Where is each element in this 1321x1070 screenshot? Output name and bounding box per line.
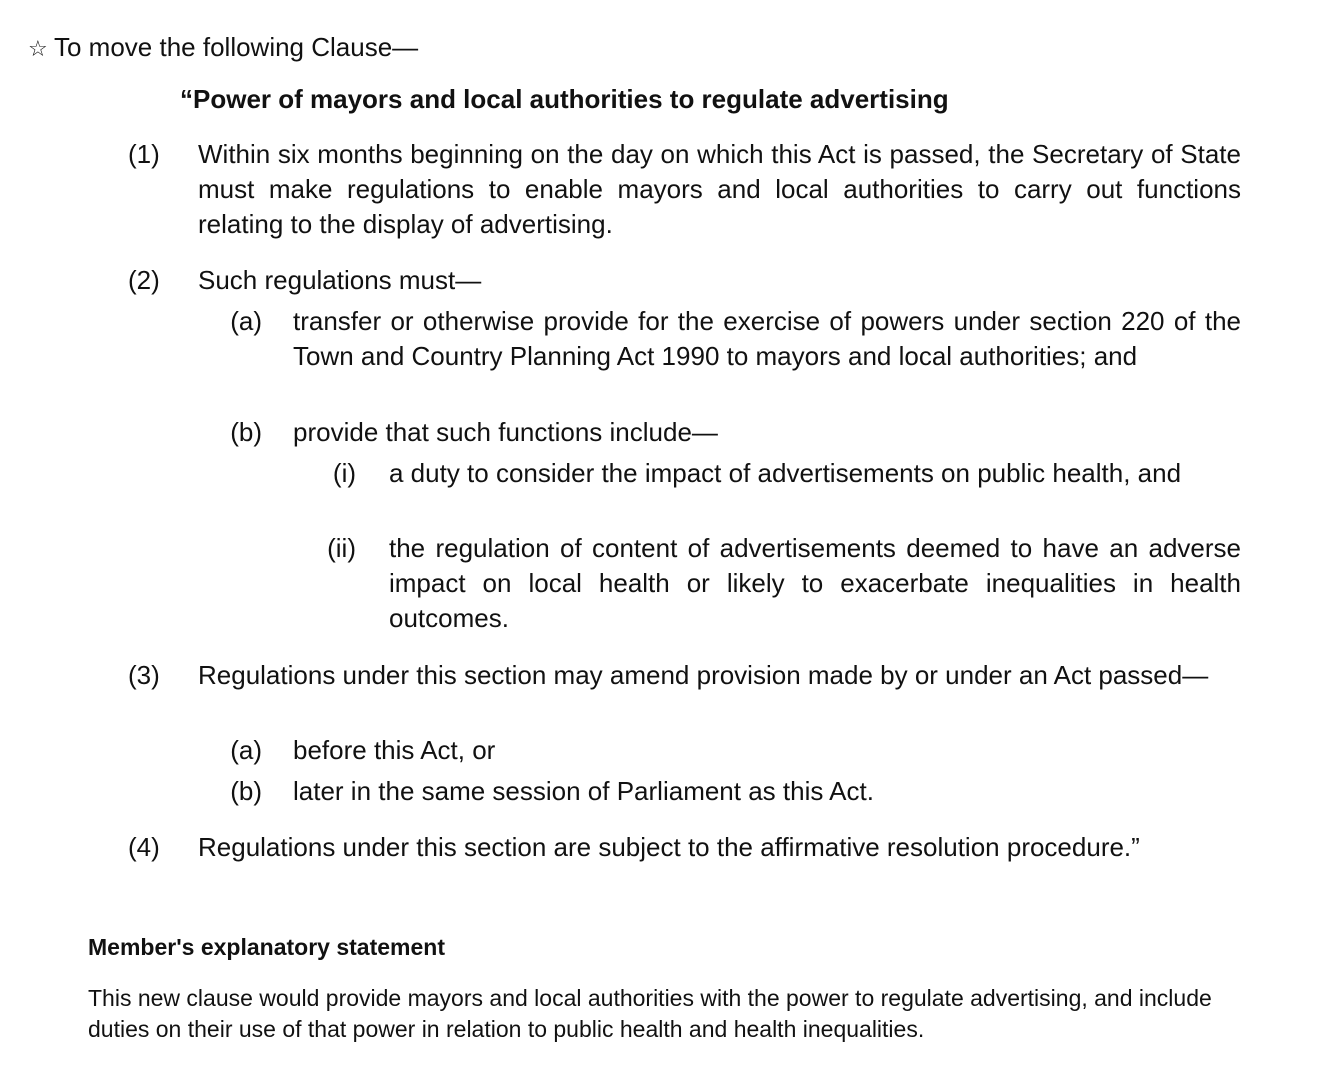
subparagraph-2b-ii	[300, 531, 1241, 636]
subsection-4	[128, 830, 1241, 865]
explanatory-statement-text: This new clause would provide mayors and local authorities with the power to regulate advertising, and include duties on their use of that power in relation to public health and health inequalities.	[88, 985, 1212, 1042]
intro-text: To move the following Clause—	[54, 32, 419, 62]
paragraph-label: (a)	[230, 306, 262, 336]
subparagraph-label: (ii)	[327, 533, 356, 563]
paragraph-3b	[222, 774, 1241, 809]
paragraph-label: (a)	[230, 735, 262, 765]
paragraph-label: (b)	[230, 417, 262, 447]
intro-line	[28, 30, 418, 66]
subparagraph-label: (i)	[332, 458, 356, 488]
clause-title: “Power of mayors and local authorities to regulate advertising	[180, 84, 949, 114]
paragraph-text: provide that such functions include—	[293, 417, 718, 447]
subparagraph-text: a duty to consider the impact of advertisements on public health, and	[389, 458, 1182, 488]
paragraph-text: before this Act, or	[293, 735, 496, 765]
subsection-2	[128, 263, 1241, 298]
paragraph-2b	[222, 415, 1241, 450]
subsection-text: Regulations under this section may amend provision made by or under an Act passed—	[198, 660, 1209, 690]
explanatory-statement-heading: Member's explanatory statement	[88, 934, 445, 960]
subsection-number: (3)	[128, 660, 160, 690]
paragraph-label: (b)	[230, 776, 262, 806]
subsection-3	[128, 658, 1241, 693]
subparagraph-2b-i	[300, 456, 1241, 491]
subsection-text: Such regulations must—	[198, 265, 482, 295]
subsection-number: (4)	[128, 832, 160, 862]
subsection-text: Regulations under this section are subject to the affirmative resolution procedure.”	[198, 832, 1140, 862]
subsection-number: (2)	[128, 265, 160, 295]
paragraph-3a	[222, 733, 1241, 768]
subsection-text: Within six months beginning on the day on which this Act is passed, the Secretary of State must make regulations to enable mayors and local authorities to carry out functions relating to the display of advertising.	[198, 139, 1241, 239]
paragraph-2a	[222, 304, 1241, 374]
paragraph-text: later in the same session of Parliament as this Act.	[293, 776, 874, 806]
subparagraph-text: the regulation of content of advertisements deemed to have an adverse impact on local health or likely to exacerbate inequalities in health outcomes.	[389, 533, 1241, 633]
subsection-1	[128, 137, 1241, 242]
paragraph-text: transfer or otherwise provide for the exercise of powers under section 220 of the Town and Country Planning Act 1990 to mayors and local authorities; and	[293, 306, 1241, 371]
subsection-number: (1)	[128, 139, 160, 169]
star-icon: ☆	[28, 36, 48, 61]
